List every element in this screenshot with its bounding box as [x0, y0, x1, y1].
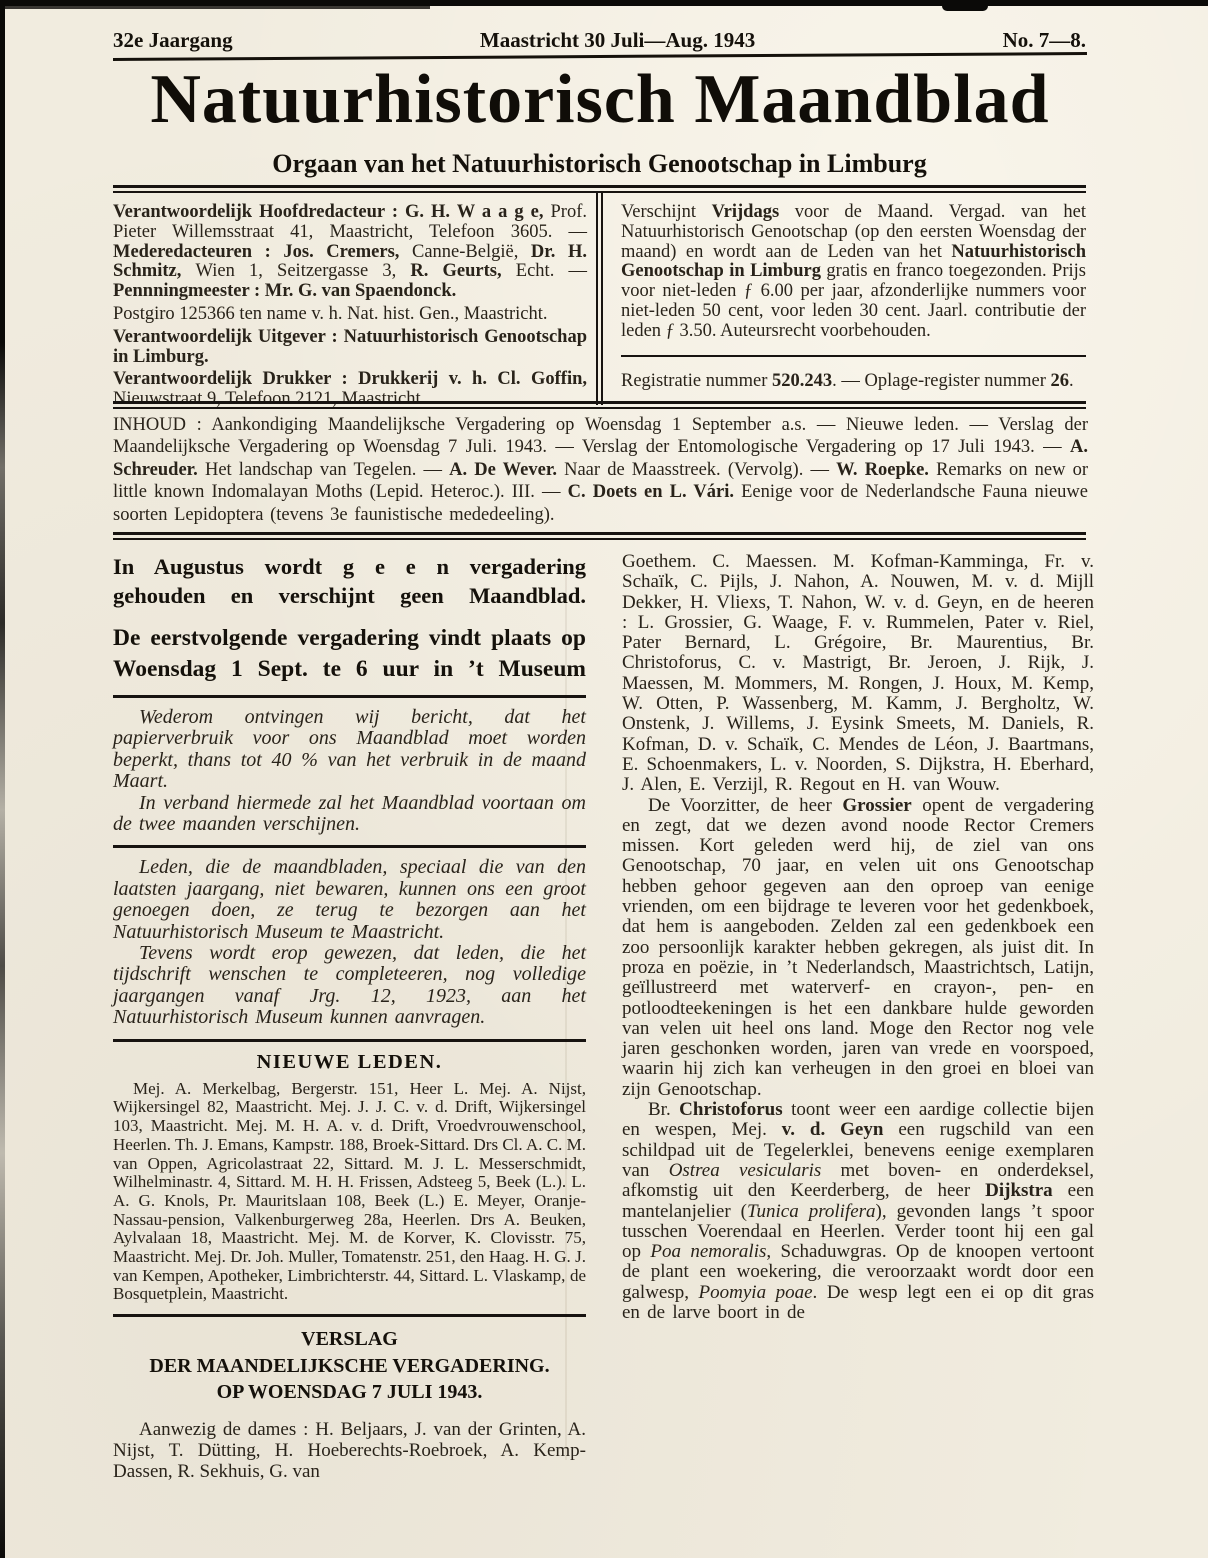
- left-column: [113, 552, 586, 1483]
- column-rule: [113, 1039, 586, 1042]
- masthead: [113, 202, 1087, 410]
- scan-edge-left: [0, 0, 5, 1558]
- exhibits-para: Br. Christoforus toont weer een aardige collectie bijen en wespen, Mej. v. d. Geyn een rugschild van een schildpad uit de Tegelerklei, benevens eenige exemplaren van Ostrea vesicularis met boven- en onderdeksel, afkomstig uit den Keerderberg, de heer Dijkstra een mantelanjelier (Tunica prolifera), gevonden langs ’t spoor tusschen Voerendaal en Heerlen. Verder toont hij een gal op Poa nemoralis, Schaduwgras. Op de knoopen vertoont de plant een woekering, die veroorzaakt wordt door een galwesp, Poomyia poae. De wesp legt een ei op dit gras en de larve boort in de: [622, 1099, 1095, 1323]
- registration-line: Registratie nummer 520.243. — Oplage-register nummer 26.: [621, 370, 1074, 391]
- verslag-heading-line1: VERSLAG: [301, 1328, 398, 1351]
- journal-title: Natuurhistorisch Maandblad: [150, 61, 1050, 138]
- new-members-heading: NIEUWE LEDEN.: [256, 1050, 443, 1073]
- right-column: [622, 552, 1094, 1323]
- masthead-printer-para: Verantwoordelijk Drukker : Drukkerij v. h. Cl. Goffin, Nieuwstraat 9, Telefoon 2121, Maastricht.: [113, 369, 587, 410]
- august-no-meeting-notice: In Augustus wordt g e e n vergadering gehouden en verschijnt geen Maandblad.: [113, 554, 586, 608]
- verslag-heading-line3: OP WOENSDAG 7 JULI 1943.: [216, 1381, 483, 1404]
- chairman-opening-para: De Voorzitter, de heer Grossier opent de vergadering en zegt, dat we dezen avond noode Rector Cremers missen. Kort geleden werd hij, de ziel van ons Genootschap, 70 jaar, en velen uit ons Genootschap hebben gehoor gegeven aan den oproep van eenige vrienden, om een bijdrage te leveren voor het gedenkboek, dat hem is aangeboden. Zelden zal een gedenkboek een zoo persoonlijk karakter hebben gekregen, als juist dit. In proza en poëzie, in ’t Nederlandsch, Maastrichtsch, Latijn, geïllustreerd met waterverf- en crayon-, pen- en potloodteekeningen is het een dankbare hulde geworden van velen uit heel ons land. Moge den Rector nog vele jaren geschonken worden, jaren van vrede en voorspoed, waarin hij zich kan verheugen in den groei en bloei van zijn Genootschap.: [622, 794, 1094, 1100]
- double-rule-top: [113, 185, 1086, 193]
- table-of-contents: INHOUD : Aankondiging Maandelijksche Vergadering op Woensdag 1 September a.s. — Nieuwe leden. — Verslag der Maandelijksche Vergadering op Woensdag 7 Juli. 1943. — Verslag der Entomologische Vergadering op 17 Juli 1943. — A. Schreuder. Het landschap van Tegelen. — A. De Wever. Naar de Maasstreek. (Vervolg). — W. Roepke. Remarks on new or little known Indomalayan Moths (Lepid. Heteroc.). III. — C. Doets en L. Vári. Eenige voor de Nederlandsche Fauna nieuwe soorten Lepidoptera (tevens 3e faunistische mededeeling).: [113, 415, 1089, 525]
- bimonthly-publication-para: In verband hiermede zal het Maandblad voortaan om de twee maanden verschijnen.: [113, 791, 586, 836]
- header-rule: [113, 52, 1087, 61]
- paper-restriction-para: Wederom ontvingen wij bericht, dat het papierverbruik voor ons Maandblad moet worden beperkt, thans tot 40 % van het verbruik in de maand Maart.: [113, 706, 586, 793]
- journal-subtitle: Orgaan van het Natuurhistorisch Genootschap in Limburg: [272, 149, 927, 178]
- meeting-report-heading: [113, 1326, 586, 1406]
- attendees-continued-para: Goethem. C. Maessen. M. Kofman-Kamminga, Fr. v. Schaïk, C. Pijls, J. Nahon, A. Nouwen, M. v. d. Mijll Dekker, H. Vliexs, T. Nahon, W. v. d. Geyn, en de heeren : L. Grossier, G. Waage, F. v. Rummelen, Pater v. Riel, Pater Bernard, L. Grégoire, Br. Maurentius, Br. Christoforus, C. v. Mastrigt, Br. Jeroen, J. Rijk, J. Maessen, M. Mommers, M. Rongen, J. Houx, M. Kemp, W. Otten, P. Wassenberg, M. Kamm, J. Bergholtz, W. Onstenk, J. Willems, J. Eysink Smeets, M. Daniels, R. Kofman, D. v. Schaïk, C. Mendes de Léon, J. Baartmans, E. Schoenmakers, L. v. Noorden, S. Dijkstra, H. Eberhard, J. Alen, E. Verzijl, R. Regout en H. van Wouw.: [622, 551, 1094, 796]
- back-issues-para: Tevens wordt erop gewezen, dat leden, die het tijdschrift wenschen te completeeren, nog volledige jaargangen vanaf Jrg. 12, 1923, aan het Natuurhistorisch Museum kunnen aanvragen.: [113, 942, 586, 1029]
- issue-header: [113, 28, 1086, 53]
- volume-label: 32e Jaargang: [113, 28, 233, 52]
- double-rule-middle: [113, 401, 1086, 409]
- scan-blob: [942, 0, 988, 11]
- attendees-para: Aanwezig de dames : H. Beljaars, J. van der Grinten, A. Nijst, T. Dütting, H. Hoeberechts-Roebroek, A. Kemp-Dassen, R. Sekhuis, G. van: [113, 1418, 586, 1483]
- masthead-editorial-block: [113, 203, 587, 410]
- masthead-inner-rule: [621, 355, 1086, 357]
- column-rule: [113, 1314, 586, 1317]
- masthead-vertical-divider: [596, 193, 603, 405]
- masthead-editors-para: Verantwoordelijk Hoofdredacteur : G. H. W a a g e, Prof. Pieter Willemsstraat 41, Maastricht, Telefoon 3605. — Mederedacteuren : Jos. Cremers, Canne-België, Dr. H. Schmitz, Wien 1, Seitzergasse 3, R. Geurts, Echt. — Pennningmeester : Mr. G. van Spaendonck.: [113, 202, 588, 302]
- issue-date: Maastricht 30 Juli—Aug. 1943: [479, 28, 756, 52]
- column-rule: [113, 845, 586, 848]
- return-copies-para: Leden, die de maandbladen, speciaal die van den laatsten jaargang, niet bewaren, kunnen ons een groot genoegen doen, ze terug te bezorgen aan het Natuurhistorisch Museum te Maastricht.: [113, 856, 586, 943]
- masthead-subscription-block: [621, 203, 1086, 391]
- column-rule: [113, 695, 586, 698]
- double-rule-contents: [113, 532, 1086, 540]
- masthead-publisher-para: Verantwoordelijk Uitgever : Natuurhistorisch Genootschap in Limburg.: [113, 326, 587, 367]
- verslag-heading-line2: DER MAANDELIJKSCHE VERGADERING.: [149, 1354, 550, 1377]
- subscription-info-para: Verschijnt Vrijdags voor de Maand. Vergad. van het Natuurhistorisch Genootschap (op den eersten Woensdag der maand) en wordt aan de Leden van het Natuurhistorisch Genootschap in Limburg gratis en franco toegezonden. Prijs voor niet-leden ƒ 6.00 per jaar, afzonderlijke nummers voor niet-leden 50 cent, voor leden 30 cent. Jaarl. contributie der leden ƒ 3.50. Auteursrecht voorbehouden.: [621, 202, 1087, 341]
- scan-edge-top-secondary: [0, 6, 430, 9]
- issue-number: No. 7—8.: [1002, 28, 1086, 52]
- masthead-postgiro-para: Postgiro 125366 ten name v. h. Nat. hist. Gen., Maastricht.: [113, 303, 548, 324]
- next-meeting-notice: De eerstvolgende vergadering vindt plaats op Woensdag 1 Sept. te 6 uur in ’t Museum: [113, 625, 586, 682]
- new-members-list: Mej. A. Merkelbag, Bergerstr. 151, Heer L. Mej. A. Nijst, Wijkersingel 82, Maastricht. Mej. J. J. C. v. d. Drift, Wijkersingel 103, Maastricht. Mej. M. H. A. v. d. Drift, Vroedvrouwenschool, Heerlen. Th. J. Emans, Kampstr. 188, Broek-Sittard. Drs Cl. A. C. M. van Oppen, Agricolastraat 22, Sittard. M. J. L. Messerschmidt, Wilhelminastr. 4, Sittard. M. H. H. Frissen, Adsteeg 5, Beek (L.). L. A. G. Knols, Pr. Mauritslaan 108, Beek (L.) E. Meyer, Oranje-Nassau-pension, Valkenburgerweg 28a, Heerlen. Drs A. Beuken, Aylvalaan 18, Maastricht. Mej. M. de Korver, K. Clovisstr. 75, Maastricht. Mej. Dr. Joh. Muller, Tomatenstr. 251, den Haag. H. G. J. van Kempen, Apotheker, Limbrichterstr. 44, Sittard. L. Vlaskamp, de Bosquetplein, Maastricht.: [113, 1078, 586, 1304]
